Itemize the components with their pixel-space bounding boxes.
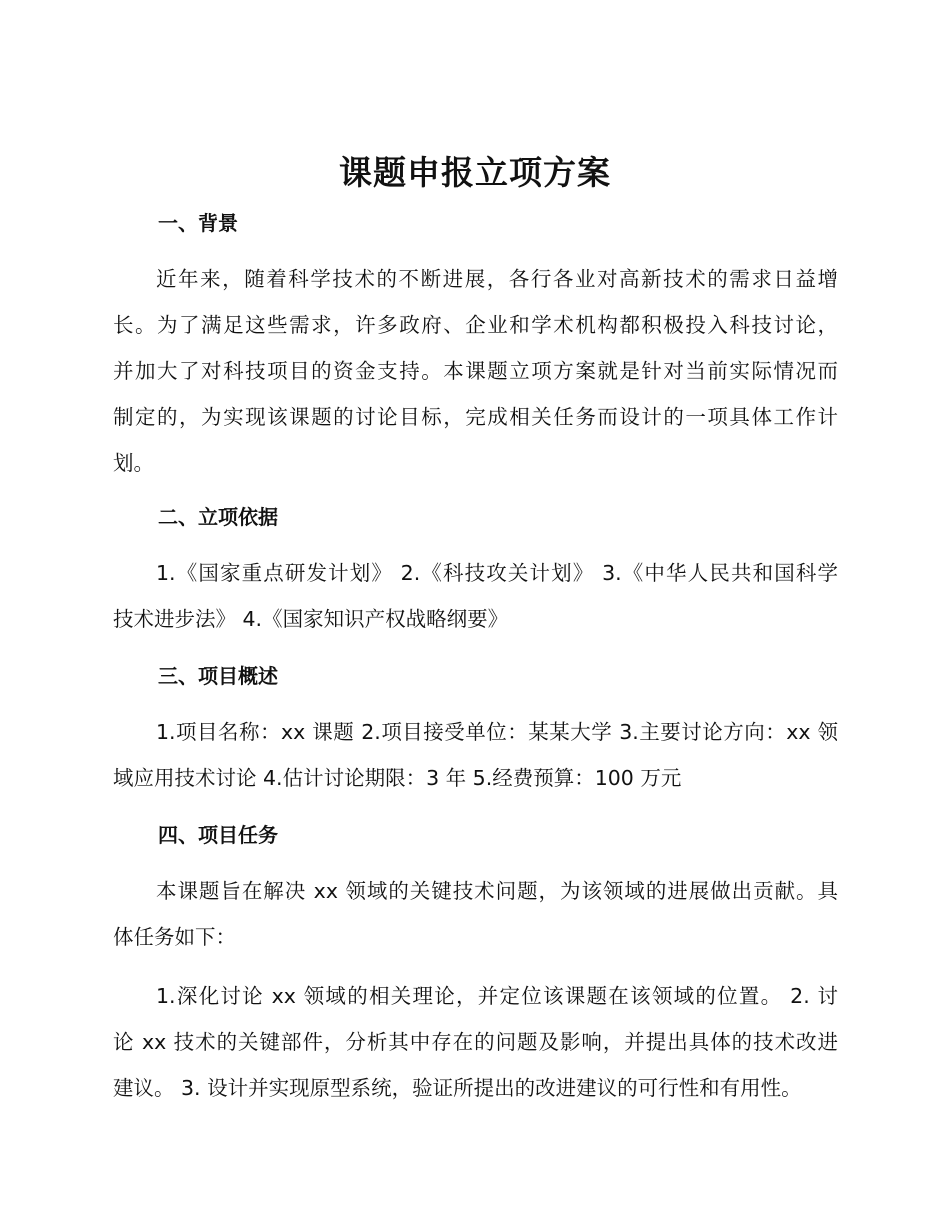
paragraph-tasks-intro	[113, 868, 838, 960]
section-heading-overview: 三、项目概述	[158, 664, 278, 688]
paragraph-line: 1.深化讨论 xx 领域的相关理论，并定位该课题在该领域的位置。 2. 讨	[156, 984, 838, 1008]
paragraph-line: 技术进步法》 4.《国家知识产权战略纲要》	[113, 607, 509, 631]
paragraph-overview	[113, 709, 838, 801]
paragraph-line: 并加大了对科技项目的资金支持。本课题立项方案就是针对当前实际情况而	[113, 359, 838, 383]
paragraph-line: 1.项目名称：xx 课题 2.项目接受单位：某某大学 3.主要讨论方向：xx 领	[156, 720, 838, 744]
paragraph-line: 近年来，随着科学技术的不断进展，各行各业对高新技术的需求日益增	[156, 267, 838, 291]
paragraph-line: 长。为了满足这些需求，许多政府、企业和学术机构都积极投入科技讨论，	[113, 313, 838, 337]
paragraph-basis	[113, 550, 838, 642]
paragraph-line: 体任务如下：	[113, 925, 236, 949]
paragraph-line: 本课题旨在解决 xx 领域的关键技术问题，为该领域的进展做出贡献。具	[156, 879, 838, 903]
paragraph-line: 制定的，为实现该课题的讨论目标，完成相关任务而设计的一项具体工作计	[113, 405, 838, 429]
paragraph-line: 论 xx 技术的关键部件，分析其中存在的问题及影响，并提出具体的技术改进	[113, 1030, 838, 1054]
document-title: 课题申报立项方案	[339, 153, 611, 192]
section-heading-basis: 二、立项依据	[158, 505, 278, 529]
section-heading-background: 一、背景	[158, 211, 238, 235]
paragraph-background	[113, 256, 838, 486]
paragraph-tasks-list	[113, 973, 838, 1111]
paragraph-line: 域应用技术讨论 4.估计讨论期限：3 年 5.经费预算：100 万元	[113, 766, 682, 790]
paragraph-line: 建议。 3. 设计并实现原型系统，验证所提出的改进建议的可行性和有用性。	[113, 1076, 802, 1100]
section-heading-tasks: 四、项目任务	[158, 823, 278, 847]
paragraph-line: 1.《国家重点研发计划》 2.《科技攻关计划》 3.《中华人民共和国科学	[156, 561, 838, 585]
paragraph-line: 划。	[113, 451, 154, 475]
